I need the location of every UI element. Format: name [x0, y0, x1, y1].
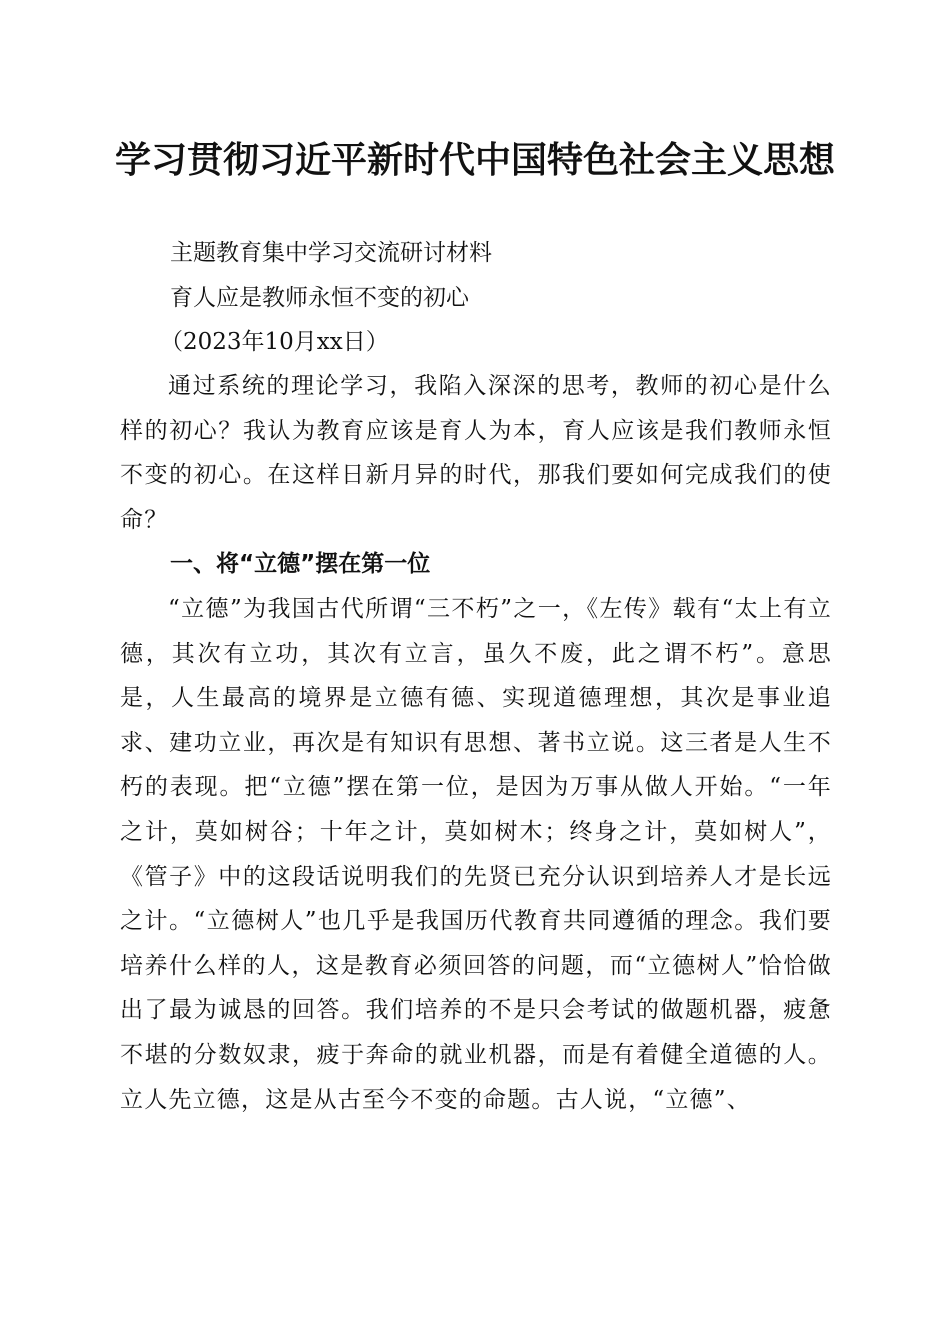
document-theme: 育人应是教师永恒不变的初心 — [170, 285, 469, 311]
document-subtitle: 主题教育集中学习交流研讨材料 — [170, 240, 492, 266]
document-title: 学习贯彻习近平新时代中国特色社会主义思想 — [114, 139, 835, 181]
section-paragraph: “立德”为我国古代所谓“三不朽”之一，《左传》载有“太上有立德，其次有立功，其次有立言，虽久不废，此之谓不朽”。意思是，人生最高的境界是立德有德、实现道德理想，其次是事业追求、建功立业，再次是有知识有思想、著书立说。这三者是人生不朽的表现。把“立德”摆在第一位，是因为万事从做人开始。“一年之计，莫如树谷；十年之计，莫如树木；终身之计，莫如树人”，《管子》中的这段话说明我们的先贤已充分认识到培养人才是长远之计。“立德树人”也几乎是我国历代教育共同遵循的理念。我们要培养什么样的人，这是教育必须回答的问题，而“立德树人”恰恰做出了最为诚恳的回答。我们培养的不是只会考试的做题机器，疲惫不堪的分数奴隶，疲于奔命的就业机器，而是有着健全道德的人。立人先立德，这是从古至今不变的命题。古人说，“立德”、 — [120, 596, 832, 1113]
intro-paragraph: 通过系统的理论学习，我陷入深深的思考，教师的初心是什么样的初心？我认为教育应该是育人为本，育人应该是我们教师永恒不变的初心。在这样日新月异的时代，那我们要如何完成我们的使命？ — [120, 373, 832, 533]
document-date: （2023年10月xx日） — [160, 329, 389, 355]
section-heading: 一、将“立德”摆在第一位 — [170, 551, 431, 577]
